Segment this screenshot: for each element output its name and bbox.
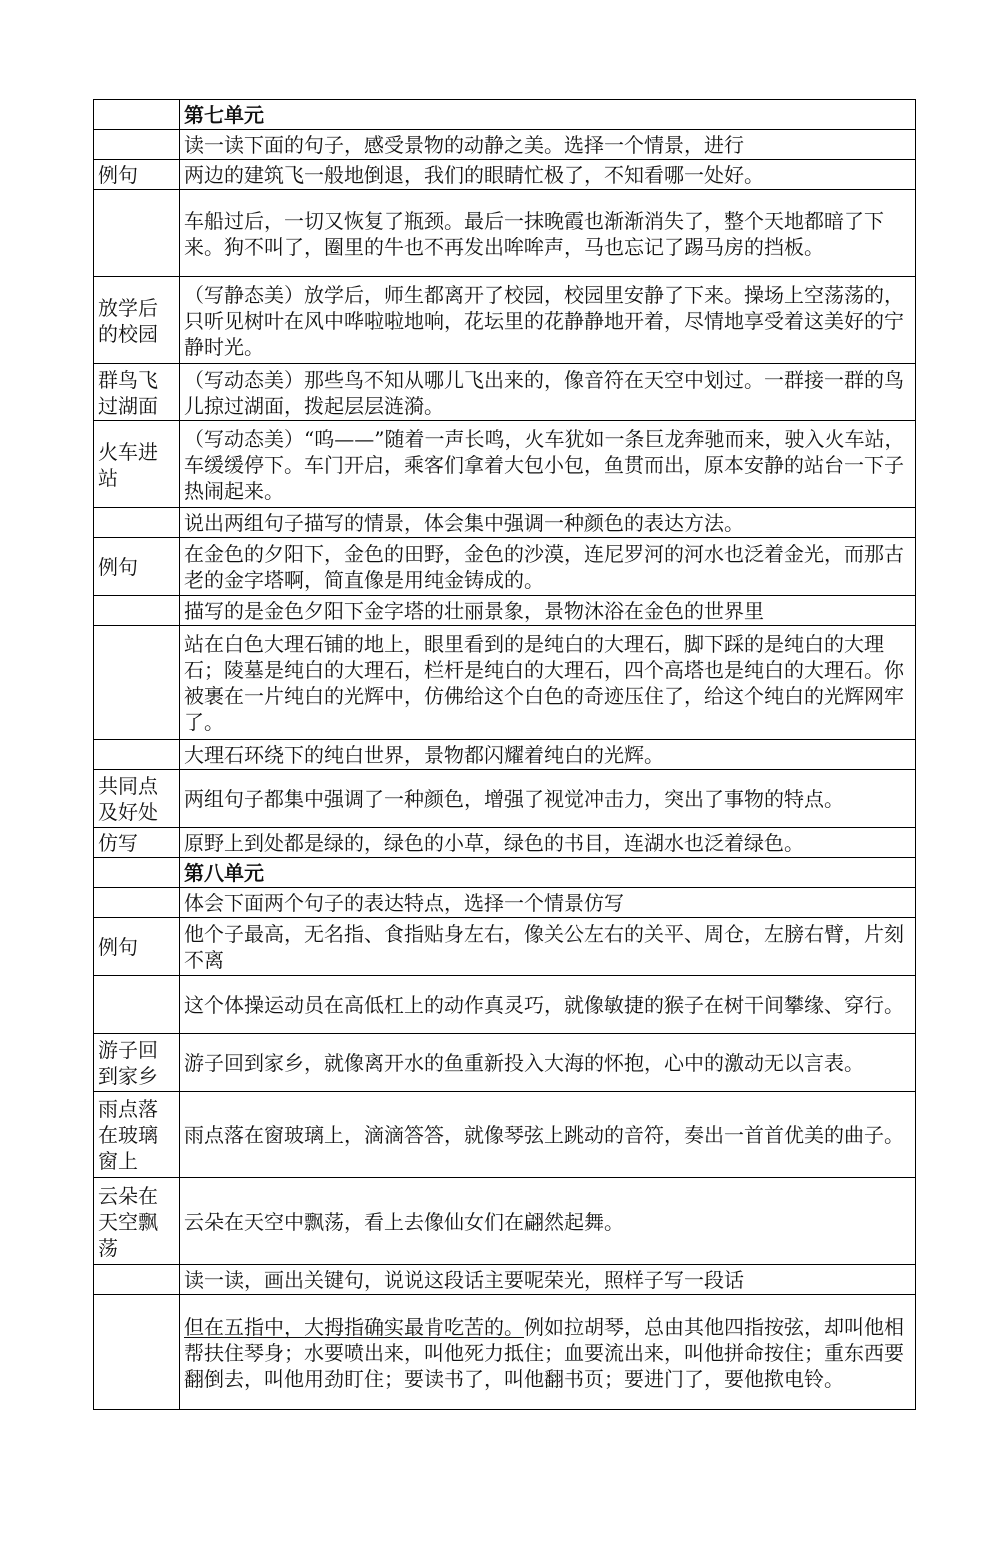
row-label: 例句: [94, 918, 180, 976]
table-row: [94, 1295, 916, 1410]
row-text: （写动态美）那些鸟不知从哪儿飞出来的，像音符在天空中划过。一群接一群的鸟儿掠过湖面，拨起层层涟漪。: [180, 364, 916, 421]
table-row: [94, 918, 916, 976]
empty-label-cell: [94, 130, 180, 160]
empty-label-cell: [94, 888, 180, 918]
task-row: [94, 508, 916, 538]
table-row: [94, 626, 916, 740]
row-text: 雨点落在窗玻璃上，滴滴答答，就像琴弦上跳动的音符，奏出一首首优美的曲子。: [180, 1092, 916, 1178]
row-text: 在金色的夕阳下，金色的田野，金色的沙漠，连尼罗河的河水也泛着金光，而那古老的金字塔啊，简直像是用纯金铸成的。: [180, 538, 916, 596]
task-instruction: 读一读下面的句子，感受景物的动静之美。选择一个情景，进行: [180, 130, 916, 160]
row-label: [94, 626, 180, 740]
row-label: 仿写: [94, 828, 180, 858]
task-instruction: 读一读，画出关键句，说说这段话主要呢荣光，照样子写一段话: [180, 1265, 916, 1295]
task-row: [94, 130, 916, 160]
row-label: 放学后的校园: [94, 277, 180, 364]
row-text: 站在白色大理石铺的地上，眼里看到的是纯白的大理石，脚下踩的是纯白的大理石；陵墓是纯白的大理石，栏杆是纯白的大理石，四个高塔也是纯白的大理石。你被裹在一片纯白的光辉中，仿佛给这个白色的奇迹压住了，给这个纯白的光辉网牢了。: [180, 626, 916, 740]
row-label: 例句: [94, 538, 180, 596]
row-text: 大理石环绕下的纯白世界，景物都闪耀着纯白的光辉。: [180, 740, 916, 770]
table-row: [94, 828, 916, 858]
table-row: [94, 1178, 916, 1265]
table-row: [94, 740, 916, 770]
table-row: [94, 160, 916, 190]
row-text: （写动态美）“呜——”随着一声长鸣，火车犹如一条巨龙奔驰而来，驶入火车站，车缓缓停下。车门开启，乘客们拿着大包小包，鱼贯而出，原本安静的站台一下子热闹起来。: [180, 421, 916, 508]
table-row: [94, 1034, 916, 1092]
table-row: [94, 190, 916, 277]
row-label: 共同点及好处: [94, 770, 180, 828]
passage-rest: 例如拉胡琴，总由其他四指按弦，却叫他相帮扶住琴身；水要喷出来，叫他死力抵住；血要流出来，叫他拼命按住；重东西要翻倒去，叫他用劲盯住；要读书了，叫他翻书页；要进门了，要他揿电铃。: [184, 1314, 904, 1391]
row-label: [94, 976, 180, 1034]
row-text: 云朵在天空中飘荡，看上去像仙女们在翩然起舞。: [180, 1178, 916, 1265]
row-text: 两边的建筑飞一般地倒退，我们的眼睛忙极了，不知看哪一处好。: [180, 160, 916, 190]
empty-label-cell: [94, 1295, 180, 1410]
row-text: 这个体操运动员在高低杠上的动作真灵巧，就像敏捷的猴子在树干间攀缘、穿行。: [180, 976, 916, 1034]
row-text: 车船过后，一切又恢复了瓶颈。最后一抹晚霞也渐渐消失了，整个天地都暗了下来。狗不叫了，圈里的牛也不再发出哞哞声，马也忘记了踢马房的挡板。: [180, 190, 916, 277]
row-label: 例句: [94, 160, 180, 190]
row-text: 描写的是金色夕阳下金字塔的壮丽景象，景物沐浴在金色的世界里: [180, 596, 916, 626]
row-label: [94, 190, 180, 277]
task-row: [94, 1265, 916, 1295]
row-label: 群鸟飞过湖面: [94, 364, 180, 421]
row-label: 火车进站: [94, 421, 180, 508]
task-instruction: 体会下面两个句子的表达特点，选择一个情景仿写: [180, 888, 916, 918]
row-label: 游子回到家乡: [94, 1034, 180, 1092]
passage-text: [180, 1295, 916, 1410]
unit-title: 第八单元: [180, 858, 916, 888]
unit-title: 第七单元: [180, 100, 916, 130]
row-label: 雨点落在玻璃窗上: [94, 1092, 180, 1178]
table-row: [94, 770, 916, 828]
table-row: [94, 421, 916, 508]
row-text: 两组句子都集中强调了一种颜色，增强了视觉冲击力，突出了事物的特点。: [180, 770, 916, 828]
empty-label-cell: [94, 508, 180, 538]
row-label: [94, 596, 180, 626]
table-row: [94, 976, 916, 1034]
empty-label-cell: [94, 858, 180, 888]
row-text: 原野上到处都是绿的，绿色的小草，绿色的书目，连湖水也泛着绿色。: [180, 828, 916, 858]
task-instruction: 说出两组句子描写的情景，体会集中强调一种颜色的表达方法。: [180, 508, 916, 538]
row-text: 游子回到家乡，就像离开水的鱼重新投入大海的怀抱，心中的激动无以言表。: [180, 1034, 916, 1092]
row-label: [94, 740, 180, 770]
worksheet-table: [93, 99, 916, 1410]
empty-label-cell: [94, 1265, 180, 1295]
table-row: [94, 364, 916, 421]
row-text: （写静态美）放学后，师生都离开了校园，校园里安静了下来。操场上空荡荡的，只听见树叶在风中哗啦啦地响，花坛里的花静静地开着，尽情地享受着这美好的宁静时光。: [180, 277, 916, 364]
table-row: [94, 596, 916, 626]
table-row: [94, 1092, 916, 1178]
unit-title-row: [94, 100, 916, 130]
empty-label-cell: [94, 100, 180, 130]
table-row: [94, 538, 916, 596]
row-text: 他个子最高，无名指、食指贴身左右，像关公左右的关平、周仓，左膀右臂，片刻不离: [180, 918, 916, 976]
row-label: 云朵在天空飘荡: [94, 1178, 180, 1265]
table-row: [94, 277, 916, 364]
task-row: [94, 888, 916, 918]
unit-title-row: [94, 858, 916, 888]
key-sentence: 但在五指中，大拇指确实最肯吃苦的。: [184, 1314, 524, 1339]
